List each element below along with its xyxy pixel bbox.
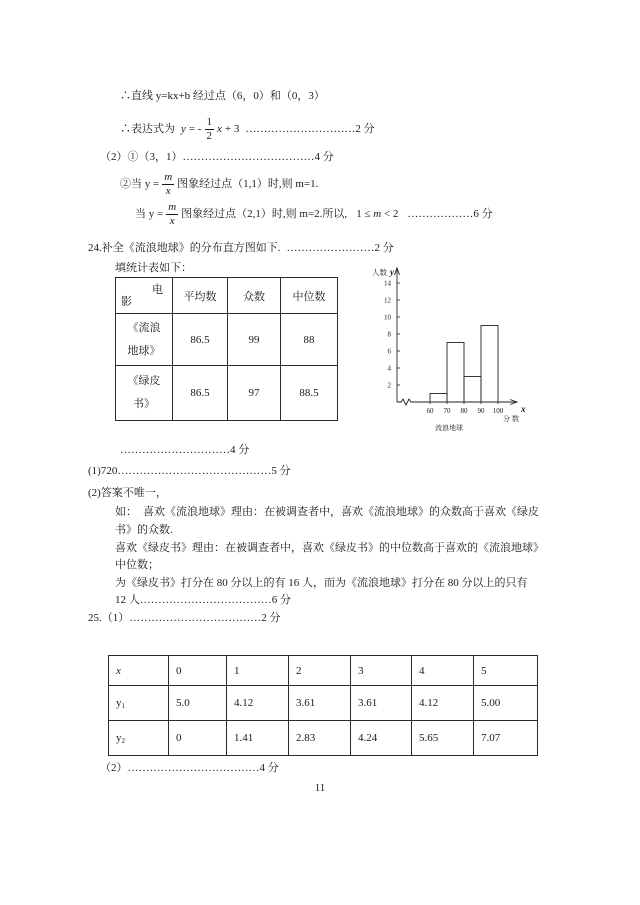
leader-dots: …………………… bbox=[286, 242, 375, 254]
case-prefix: ②当 y = bbox=[120, 178, 160, 190]
column-header-mode: 众数 bbox=[228, 278, 281, 314]
film-name-line: 地球》 bbox=[127, 344, 161, 357]
y-tick-label: 6 bbox=[387, 347, 391, 356]
table-row bbox=[116, 314, 338, 366]
film-name-line: 《绿皮 bbox=[127, 375, 161, 387]
mean-cell: 86.5 bbox=[173, 314, 228, 366]
y2-value-cell: 0 bbox=[169, 721, 227, 756]
fraction-denominator: 2 bbox=[206, 129, 213, 142]
stats-table bbox=[115, 277, 338, 421]
y2-value-cell: 4.24 bbox=[351, 721, 412, 756]
x-value-cell: 5 bbox=[474, 656, 538, 686]
table-corner-header bbox=[116, 278, 173, 314]
row-label: y bbox=[116, 731, 122, 744]
xy-values-table bbox=[108, 655, 538, 756]
table-header-row bbox=[116, 278, 338, 314]
inequality bbox=[356, 207, 398, 221]
fraction-m-over-x bbox=[162, 172, 174, 197]
fraction-denominator: x bbox=[165, 184, 171, 197]
page-number: 11 bbox=[314, 782, 326, 794]
leader-dots: ……………………………… bbox=[182, 151, 315, 163]
line-equation-statement: ∴直线 y=kx+b 经过点（6，0）和（0，3） bbox=[120, 90, 325, 102]
y-tick-label: 2 bbox=[387, 381, 391, 390]
reason-line: 喜欢《流浪地球》理由：在被调查者中，喜欢《流浪地球》的众数高于喜欢《绿皮 bbox=[143, 506, 539, 518]
y-tick-label: 14 bbox=[384, 279, 391, 288]
leader-dots: ……………………………… bbox=[129, 612, 262, 624]
y1-value-cell: 5.0 bbox=[169, 686, 227, 721]
reason-line: 喜欢《绿皮书》理由：在被调查者中，喜欢《绿皮书》的中位数高于喜欢的《流浪地球》 bbox=[115, 542, 544, 554]
case-prefix: 当 y = bbox=[135, 208, 164, 220]
row-label: x bbox=[116, 664, 121, 677]
median-cell: 88.5 bbox=[281, 366, 338, 421]
leader-dots: ………………………… bbox=[245, 123, 356, 135]
example-lead: 如： bbox=[115, 506, 137, 518]
y1-value-cell: 3.61 bbox=[289, 686, 351, 721]
leader-dots: ……………………………… bbox=[127, 762, 260, 774]
row-label-cell bbox=[109, 686, 169, 721]
fraction-one-half bbox=[205, 117, 215, 142]
table-score-line bbox=[120, 443, 249, 457]
score-label: 2 分 bbox=[355, 123, 375, 135]
histogram-bar bbox=[464, 377, 481, 403]
x-tick-label: 60 bbox=[426, 407, 434, 415]
x-axis-variable: x bbox=[521, 404, 526, 414]
expression-constant: + 3 bbox=[224, 123, 240, 135]
y1-value-cell: 4.12 bbox=[412, 686, 474, 721]
q25-part2-text: （2） bbox=[100, 762, 128, 774]
table-row bbox=[116, 366, 338, 421]
score-label: 4 分 bbox=[314, 151, 334, 163]
reason-line: 中位数； bbox=[115, 559, 159, 571]
mean-cell: 86.5 bbox=[173, 366, 228, 421]
corner-label-bottom: 影 bbox=[121, 296, 132, 308]
row-label-subscript: 1 bbox=[121, 701, 125, 710]
histogram-bar bbox=[447, 343, 464, 403]
y-axis-variable: y bbox=[390, 267, 394, 277]
part2-heading: (2)答案不唯一， bbox=[88, 487, 167, 499]
leader-dots: …………………………………… bbox=[117, 465, 272, 477]
y-tick-label: 8 bbox=[387, 330, 391, 339]
mode-cell: 97 bbox=[228, 366, 281, 421]
y1-value-cell: 3.61 bbox=[351, 686, 412, 721]
part1-answer-line bbox=[88, 464, 291, 478]
reason-last-line bbox=[115, 593, 291, 607]
score-label: 2 分 bbox=[374, 242, 394, 254]
row-label: y bbox=[116, 696, 122, 709]
expression-line bbox=[120, 116, 375, 142]
y-axis-label: 人数 bbox=[372, 268, 387, 277]
score-label: 2 分 bbox=[261, 612, 281, 624]
y-tick-label: 4 bbox=[387, 364, 391, 373]
fraction-numerator: m bbox=[168, 200, 177, 213]
chart-caption: 流浪地球 bbox=[435, 424, 463, 432]
x-value-cell: 1 bbox=[227, 656, 289, 686]
case-m1-line bbox=[120, 171, 318, 197]
table-header-row bbox=[109, 656, 538, 686]
score-label: 4 分 bbox=[259, 762, 279, 774]
fill-table-label: 填统计表如下： bbox=[115, 262, 192, 274]
fraction-numerator: m bbox=[164, 170, 173, 183]
part1-answer: (1)720 bbox=[88, 465, 118, 477]
reason-line: 为《绿皮书》打分在 80 分以上的有 16 人，而为《流浪地球》打分在 80 分以上的只有 bbox=[115, 577, 528, 589]
q24-intro-text: 24.补全《流浪地球》的分布直方图如下. bbox=[88, 242, 281, 254]
median-cell: 88 bbox=[281, 314, 338, 366]
expression-equals: = - bbox=[188, 123, 202, 135]
table-row bbox=[109, 686, 538, 721]
x-tick-label: 100 bbox=[492, 407, 504, 415]
reason-line: 书》的众数. bbox=[115, 524, 173, 536]
y1-value-cell: 4.12 bbox=[227, 686, 289, 721]
histogram-bar bbox=[481, 326, 498, 403]
score-label: 6 分 bbox=[473, 208, 493, 220]
film-name-line: 《流浪 bbox=[127, 321, 161, 334]
x-value-cell: 3 bbox=[351, 656, 412, 686]
q25-part1-text: 25.（1） bbox=[88, 612, 130, 624]
film-name-line: 书》 bbox=[133, 398, 155, 410]
leader-dots: ……………………………… bbox=[139, 594, 272, 606]
film-name-cell bbox=[116, 314, 173, 366]
x-value-cell: 2 bbox=[289, 656, 351, 686]
x-tick-label: 90 bbox=[477, 407, 485, 415]
x-tick-label: 70 bbox=[443, 407, 451, 415]
fraction-numerator: 1 bbox=[206, 115, 213, 128]
expression-y: y bbox=[181, 123, 186, 135]
q25-part2-line bbox=[100, 761, 279, 775]
row-label-subscript: 2 bbox=[121, 736, 125, 745]
y2-value-cell: 2.83 bbox=[289, 721, 351, 756]
inequality-right: < 2 bbox=[381, 208, 399, 220]
x-axis-label: 分数 bbox=[503, 415, 521, 423]
histogram-bar bbox=[430, 394, 447, 403]
score-label: 4 分 bbox=[230, 444, 250, 456]
corner-label-top: 电 bbox=[152, 284, 163, 296]
q24-intro-line bbox=[88, 241, 394, 255]
part2-point-line bbox=[100, 150, 334, 164]
histogram-chart bbox=[360, 262, 535, 437]
fraction-denominator: x bbox=[169, 214, 175, 227]
leader-dots: ……………… bbox=[407, 208, 474, 220]
score-label: 6 分 bbox=[271, 594, 291, 606]
q25-part1-line bbox=[88, 611, 281, 625]
reason-text: 12 人 bbox=[115, 594, 140, 606]
leader-dots: ………………………… bbox=[120, 444, 230, 456]
expression-x: x bbox=[217, 123, 222, 135]
case-m2-line bbox=[135, 201, 493, 227]
table-row bbox=[109, 721, 538, 756]
inequality-variable: m bbox=[373, 208, 382, 220]
y-tick-label: 10 bbox=[384, 313, 391, 322]
row-label-cell bbox=[109, 721, 169, 756]
row-label-cell bbox=[109, 656, 169, 686]
score-label: 5 分 bbox=[271, 465, 291, 477]
part2-point-text: （2）①（3，1） bbox=[100, 151, 183, 163]
film-name-cell bbox=[116, 366, 173, 421]
x-tick-label: 80 bbox=[460, 407, 468, 415]
column-header-mean: 平均数 bbox=[173, 278, 228, 314]
column-header-median: 中位数 bbox=[281, 278, 338, 314]
expression-prefix: ∴表达式为 bbox=[120, 123, 175, 135]
y2-value-cell: 7.07 bbox=[474, 721, 538, 756]
fraction-m-over-x bbox=[166, 202, 178, 227]
mode-cell: 99 bbox=[228, 314, 281, 366]
x-value-cell: 0 bbox=[169, 656, 227, 686]
y-tick-label: 12 bbox=[384, 296, 391, 305]
case-text: 图象经过点（2,1）时,则 m=2.所以, bbox=[181, 208, 348, 220]
case-text: 图象经过点（1,1）时,则 m=1. bbox=[177, 178, 319, 190]
y1-value-cell: 5.00 bbox=[474, 686, 538, 721]
y2-value-cell: 1.41 bbox=[227, 721, 289, 756]
y2-value-cell: 5.65 bbox=[412, 721, 474, 756]
inequality-left: 1 ≤ bbox=[356, 208, 374, 220]
x-value-cell: 4 bbox=[412, 656, 474, 686]
